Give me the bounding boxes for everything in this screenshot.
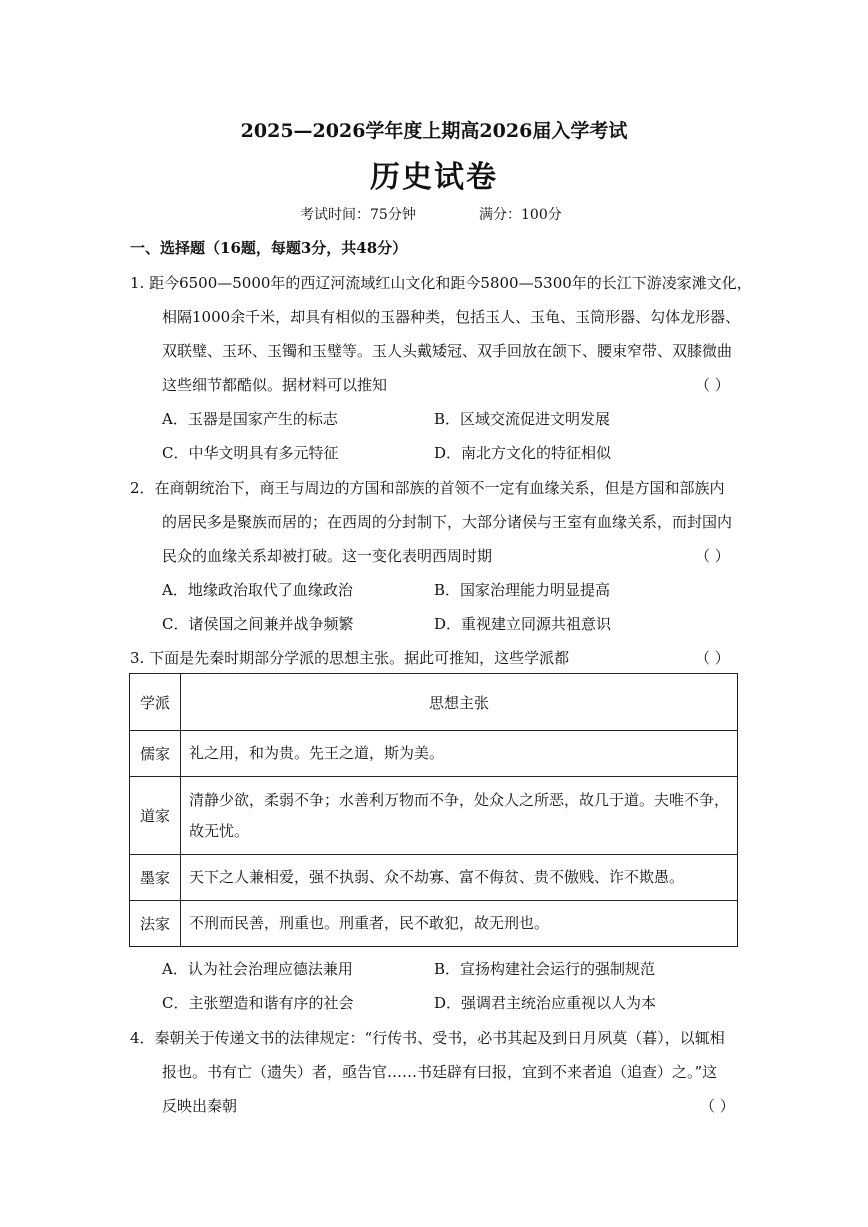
table-cell-idea: 不刑而民善，刑重也。刑重者，民不敢犯，故无刑也。 [181,901,738,947]
q2-answer-blank[interactable]: （ ） [695,547,730,565]
exam-time: 考试时间：75分钟 [300,207,416,223]
table-cell-school: 道家 [130,777,181,855]
schools-table [129,673,738,947]
q1-stem-line: 这些细节都酷似。据材料可以推知 [162,376,388,394]
table-row [130,731,738,777]
table-cell-idea: 礼之用，和为贵。先王之道，斯为美。 [181,731,738,777]
table-header-school: 学派 [130,674,181,731]
q3-option-c[interactable]: C．主张塑造和谐有序的社会 [162,994,354,1012]
q3-stem-line: 3. 下面是先秦时期部分学派的思想主张。据此可推知，这些学派都 [130,649,570,667]
q2-option-c[interactable]: C．诸侯国之间兼并战争频繁 [162,615,354,633]
section-title: 一、选择题（16题，每题3分，共48分） [130,239,408,257]
q1-option-b[interactable]: B．区域交流促进文明发展 [434,410,611,428]
table-header-idea: 思想主张 [181,674,738,731]
table-cell-idea: 清静少欲，柔弱不争；水善利万物而不争，处众人之所恶，故几于道。夫唯不争，故无忧。 [181,777,738,855]
table-cell-school: 墨家 [130,855,181,901]
q2-option-a[interactable]: A．地缘政治取代了血缘政治 [162,581,353,599]
table-cell-school: 儒家 [130,731,181,777]
q2-stem-line: 的居民多是聚族而居的；在西周的分封制下，大部分诸侯与王室有血缘关系，而封国内 [162,513,733,531]
q1-option-d[interactable]: D．南北方文化的特征相似 [434,444,612,462]
q3-answer-blank[interactable]: （ ） [695,649,730,667]
full-score: 满分：100分 [479,207,562,223]
q3-option-d[interactable]: D．强调君主统治应重视以人为本 [434,994,657,1012]
q4-stem-line: 反映出秦朝 [162,1097,238,1115]
table-row [130,777,738,855]
table-header-row [130,674,738,731]
table-row [130,855,738,901]
table-row [130,901,738,947]
q2-stem-line: 民众的血缘关系却被打破。这一变化表明西周时期 [162,547,493,565]
q2-option-d[interactable]: D．重视建立同源共祖意识 [434,615,612,633]
q3-option-b[interactable]: B．宣扬构建社会运行的强制规范 [434,960,656,978]
q2-stem-line: 2．在商朝统治下，商王与周边的方国和部族的首领不一定有血缘关系，但是方国和部族内 [130,479,725,497]
q1-stem-line: 1. 距今6500—5000年的西辽河流域红山文化和距今5800—5300年的长江下游凌家滩文化， [130,274,752,292]
q3-option-a[interactable]: A．认为社会治理应德法兼用 [162,960,353,978]
table-cell-idea: 天下之人兼相爱，强不执弱、众不劫寡、富不侮贫、贵不傲贱、诈不欺愚。 [181,855,738,901]
q1-option-a[interactable]: A．玉器是国家产生的标志 [162,410,338,428]
q4-answer-blank[interactable]: （ ） [700,1097,735,1115]
q2-option-b[interactable]: B．国家治理能力明显提高 [434,581,611,599]
subject-title: 历史试卷 [370,160,498,195]
q4-stem-line: 报也。书有亡（遗失）者，亟告官……书廷辟有曰报，宜到不来者追（追查）之。”这 [162,1063,718,1081]
q1-stem-line: 相隔1000余千米，却具有相似的玉器种类，包括玉人、玉龟、玉筒形器、勾体龙形器、 [162,308,741,326]
table-cell-school: 法家 [130,901,181,947]
q4-stem-line: 4．秦朝关于传递文书的法律规定：“行传书、受书，必书其起及到日月夙莫（暮），以辄相 [130,1029,725,1047]
q1-answer-blank[interactable]: （ ） [695,376,730,394]
q1-option-c[interactable]: C．中华文明具有多元特征 [162,444,339,462]
exam-title: 2025—2026学年度上期高2026届入学考试 [240,120,628,142]
q1-stem-line: 双联璧、玉环、玉镯和玉璧等。玉人头戴矮冠、双手回放在颌下、腰束窄带、双膝微曲 [162,342,733,360]
